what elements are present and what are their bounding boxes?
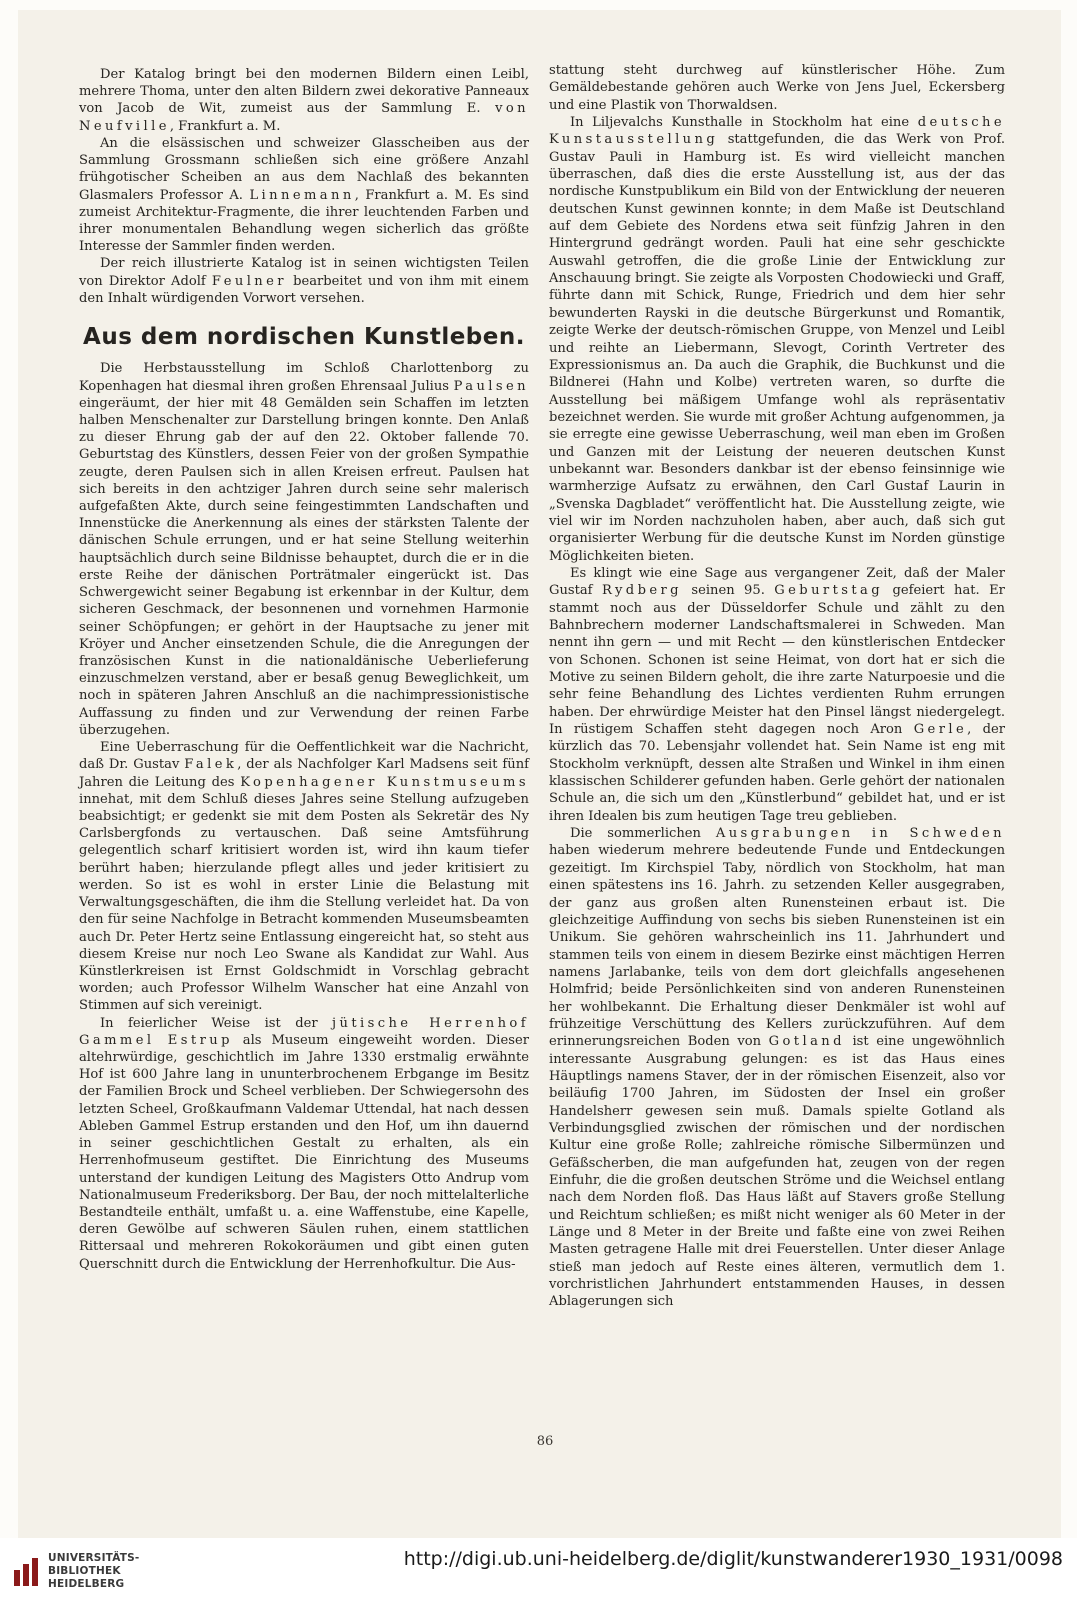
library-name: UNIVERSITÄTS- BIBLIOTHEK HEIDELBERG [48, 1552, 140, 1590]
paragraph: Der Katalog bringt bei den modernen Bildern einen Leibl, mehrere Thoma, unter den alten Bildern zwei dekorative Panneaux von Jacob de Wit, zumeist aus der Sammlung E. von Neufville, Frankfurt a. M. [79, 67, 529, 134]
paragraph: Eine Ueberraschung für die Oeffentlichkeit war die Nachricht, daß Dr. Gustav Falek, der als Nachfolger Karl Madsens seit fünf Jahren die Leitung des Kopenhagener Kunstmuseums innehat, mit dem Schluß dieses Jahres seine Stellung aufzugeben beabsichtigt; er gedenkt sie mit dem Posten als Sekretär des Ny Carlsbergfonds zu vertauschen. Daß seine Amtsführung gelegentlich scharf kritisiert worden ist, wird ihn kaum tiefer berührt haben; hierzulande pflegt alles und jeder kritisiert zu werden. So ist es wohl in erster Linie die Belastung mit Verwaltungsgeschäften, die ihm die Stellung verleidet hat. Da von den für seine Nachfolge in Betracht kommenden Museumsbeamten auch Dr. Peter Hertz seine Entlassung eingereicht hat, so steht aus diesem Kreise nur noch Leo Swane als Kandidat zur Wahl. Aus Künstlerkreisen ist Ernst Goldschmidt in Vorschlag gebracht worden; auch Professor Wilhelm Wanscher hat eine Anzahl von Stimmen auf sich vereinigt. [79, 740, 529, 1014]
paragraph: Die sommerlichen Ausgrabungen in Schweden haben wiederum mehrere bedeutende Funde und Entdeckungen gezeitigt. Im Kirchspiel Taby, nördlich von Stockholm, hat man einen spätestens ins 16. Jahrh. zu setzenden Keller ausgegraben, der ganz aus großen alten Runensteinen erbaut ist. Die gleichzeitige Auffindung von sechs bis sieben Runensteinen ist ein Unikum. Sie gehören wahrscheinlich ins 11. Jahrhundert und stammen teils von einem in diesem Bezirke einst mächtigen Herren namens Jarlabanke, teils von dem dort gleichfalls angesehenen Holmfrid; beide Persönlichkeiten sind von anderen Runensteinen her wohlbekannt. Die Erhaltung dieser Denkmäler ist wohl auf frühzeitige Verschüttung des Kellers zurückzuführen. Auf dem erinnerungsreichen Boden von Gotland ist eine ungewöhnlich interessante Ausgrabung gelungen: es ist das Haus eines Häuptlings namens Staver, der in der römischen Eisenzeit, also vor beiläufig 1700 Jahren, im Südosten der Insel ein großer Handelsherr gewesen sein muß. Damals spielte Gotland als Verbindungsglied zwischen der römischen und der nordischen Kultur eine große Rolle; zahlreiche römische Silbermünzen und Gefäßscherben, die man aufgefunden hat, zeugen von der regen Einfuhr, die die großen deutschen Ströme und die Weichsel entlang nach dem Norden floß. Das Haus läßt auf Stavers große Stellung und Reichtum schließen; es mißt nicht weniger als 60 Meter in der Länge und 8 Meter in der Breite und faßte eine von zwei Reihen Masten getragene Halle mit drei Feuerstellen. Unter dieser Anlage stieß man jedoch auf Reste eines älteren, vermutlich dem 1. vorchristlichen Jahrhundert entstammenden Hauses, in dessen Ablagerungen sich [549, 826, 1005, 1310]
paragraph: An die elsässischen und schweizer Glasscheiben aus der Sammlung Grossmann schließen sich eine größere Anzahl frühgotischer Scheiben an aus dem Nachlaß des bekannten Glasmalers Professor A. Linnemann, Frankfurt a. M. Es sind zumeist Architektur-Fragmente, die ihrer leuchtenden Farben und ihrer monumentalen Behandlung wegen sicherlich das größte Interesse der Sammler finden werden. [79, 135, 530, 255]
section-heading: Aus dem nordischen Kunstleben. [83, 324, 525, 351]
paragraph: In feierlicher Weise ist der jütische Herrenhof Gammel Estrup als Museum eingeweiht worden. Dieser altehrwürdige, geschichtlich im Jahre 1330 erstmalig erwähnte Hof ist 600 Jahre lang in ununterbrochenem Erbgange im Besitz der Familien Brock und Scheel verblieben. Der Schwiegersohn des letzten Scheel, Großkaufmann Valdemar Uttendal, hat nach dessen Ableben Gammel Estrup erstanden und den Hof, um ihn dauernd in seiner geschichtlichen Gestalt zu erhalten, als ein Herrenhofmuseum gestiftet. Die Einrichtung des Museums unterstand der kundigen Leitung des Magisters Otto Andrup vom Nationalmuseum Frederiksborg. Der Bau, der noch mittelalterliche Bestandteile enthält, umfaßt u. a. eine Waffenstube, eine Kapelle, deren Gewölbe auf schweren Säulen ruhen, einem stattlichen Rittersaal und mehreren Rokokoräumen und gibt einen guten Querschnitt durch die Entwicklung der Herrenhofkultur. Die Aus- [79, 1015, 529, 1272]
paragraph: stattung steht durchweg auf künstlerischer Höhe. Zum Gemäldebestande gehören auch Werke von Jens Juel, Eckersberg und eine Plastik von Thorwaldsen. [549, 63, 1005, 113]
footer-bar [0, 1538, 1077, 1599]
paragraph: In Liljevalchs Kunsthalle in Stockholm hat eine deutsche Kunstausstellung stattgefunden, die das Werk von Prof. Gustav Pauli in Hamburg ist. Es wird vielleicht manchen überraschen, daß dies die erste Ausstellung ist, aus der das nordische Kunstpublikum ein Bild von der Entwicklung der neueren deutschen Kunst gewinnen konnte; in dem Maße ist Deutschland auf dem Gebiete des Nordens etwa seit fünfzig Jahren in den Hintergrund gedrängt worden. Pauli hat eine sehr geschickte Auswahl getroffen, die die große Linie der Entwicklung zur Anschauung bringt. Sie zeigte als Vorposten Chodowiecki und Graff, führte dann mit Schick, Runge, Friedrich und dem hier sehr bewunderten Rayski in die deutsche Bürgerkunst und Romantik, zeigte Werke der deutsch-römischen Gruppe, von Menzel und Leibl und reihte an Liebermann, Slevogt, Corinth Vertreter des Expressionismus an. Da auch die Graphik, die Buchkunst und die Bildnerei (Hahn und Kolbe) vertreten waren, so durfte die Ausstellung bei mäßigem Umfange wohl als repräsentativ bezeichnet werden. Sie wurde mit großer Achtung aufgenommen, ja sie erregte eine gewisse Ueberraschung, weil man eben im Großen und Ganzen mit der Leistung der neueren deutschen Kunst unbekannt war. Besonders dankbar ist der ebenso feinsinnige wie warmherzige Aufsatz zu erwähnen, den Carl Gustaf Laurin in „Svenska Dagbladet“ veröffentlicht hat. Die Ausstellung zeigte, wie viel wir im Norden nachzuholen haben, aber auch, daß sich gut organisierter Werbung für die deutsche Kunst im Norden günstige Möglichkeiten bieten. [549, 115, 1005, 564]
university-library-logo-icon [12, 1556, 42, 1588]
paragraph: Es klingt wie eine Sage aus vergangener Zeit, daß der Maler Gustaf Rydberg seinen 95. Geburtstag gefeiert hat. Er stammt noch aus der Düsseldorfer Schule und zählt zu den Bahnbrechern moderner Landschaftsmalerei in Schweden. Man nennt ihn gern — und mit Recht — den künstlerischen Entdecker von Schonen. Schonen ist seine Heimat, von dort hat er sich die Motive zu seinen Bildern geholt, die ihre zarte Naturpoesie und die sehr feine Behandlung des Lichtes verdienten Ruhm errungen haben. Der ehrwürdige Meister hat den Pinsel längst niedergelegt. In rüstigem Schaffen steht dagegen noch Aron Gerle, der kürzlich das 70. Lebensjahr vollendet hat. Sein Name ist eng mit Stockholm verknüpft, dessen alte Straßen und Winkel in ihm einen klassischen Schilderer gefunden haben. Gerle gehört der nationalen Schule an, die sich um den „Künstlerbund“ gebildet hat, und er ist ihren Idealen bis zum heutigen Tage treu geblieben. [549, 565, 1005, 824]
right-column [549, 62, 1005, 1311]
scanned-page [18, 10, 1061, 1538]
paragraph: Die Herbstausstellung im Schloß Charlottenborg zu Kopenhagen hat diesmal ihren großen Ehrensaal Julius Paulsen eingeräumt, der hier mit 48 Gemälden sein Schaffen im letzten halben Menschenalter zur Darstellung bringen konnte. Den Anlaß zu dieser Ehrung gab der auf den 22. Oktober fallende 70. Geburtstag des Künstlers, dessen Feier von der großen Sympathie zeugte, deren Paulsen sich in allen Kreisen erfreut. Paulsen hat sich bereits in den achtziger Jahren durch seine sehr malerisch aufgefaßten Akte, durch seine feingestimmten Landschaften und Innenstücke die Anerkennung als eines der stärksten Talente der dänischen Schule errungen, und er hat seine Stellung weiterhin hauptsächlich durch seine Bildnisse behauptet, durch die er in die erste Reihe der dänischen Porträtmaler eingerückt ist. Das Schwergewicht seiner Begabung ist erkennbar in der Kultur, dem sicheren Geschmack, der besonnenen und vornehmen Harmonie seiner Schöpfungen; er gehört in der Hauptsache zu jener mit Kröyer und Ancher einsetzenden Schule, die die Anregungen der französischen Kunst in die nationaldänische Ueberlieferung einzuschmelzen verstand, aber er besaß genug Beweglichkeit, um noch in späteren Jahren Anschluß an die nachimpressionistische Auffassung zu finden und zur Verwendung der reinen Farbe überzugehen. [79, 361, 530, 738]
paragraph: Der reich illustrierte Katalog ist in seinen wichtigsten Teilen von Direktor Adolf Feulner bearbeitet und von ihm mit einem den Inhalt würdigenden Vorwort versehen. [79, 256, 529, 306]
source-url-link[interactable]: http://digi.ub.uni-heidelberg.de/diglit/kunstwanderer1930_1931/0098 [403, 1548, 1063, 1570]
left-column [79, 66, 529, 1273]
page-number: 86 [536, 1434, 554, 1449]
